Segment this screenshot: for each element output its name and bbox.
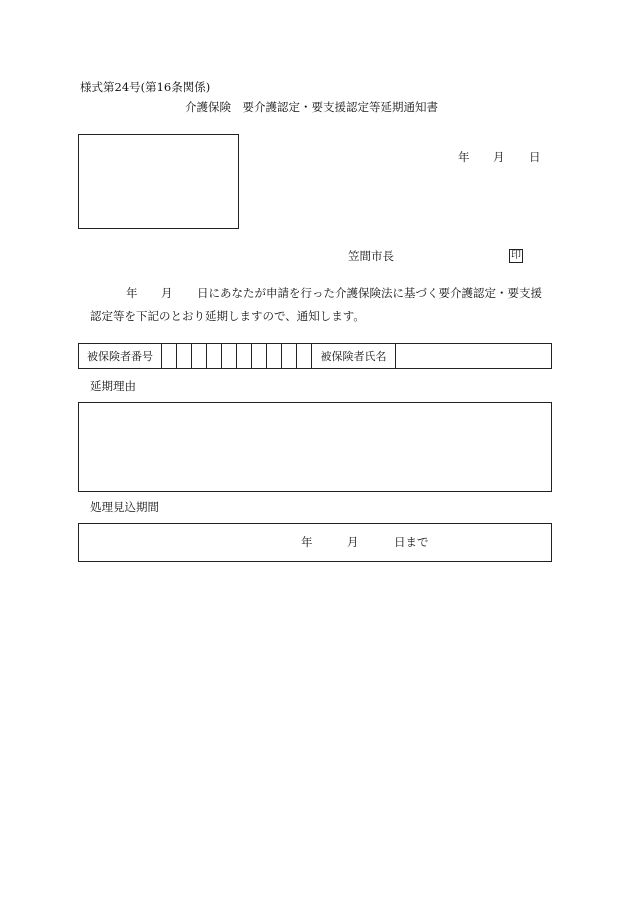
- insured-name-field[interactable]: [396, 344, 552, 369]
- insured-number-digit-cell[interactable]: [207, 344, 222, 369]
- insured-number-digit-cell[interactable]: [162, 344, 177, 369]
- expected-period-label: 処理見込期間: [90, 500, 159, 514]
- period-year-label: 年: [301, 535, 313, 549]
- document-title: 介護保険 要介護認定・要支援認定等延期通知書: [185, 100, 438, 114]
- insured-number-digit-cell[interactable]: [282, 344, 297, 369]
- seal-stamp: 印: [511, 250, 521, 261]
- insured-info-table: [78, 343, 552, 369]
- issuer-name: 笠間市長: [348, 249, 394, 263]
- insured-number-label: 被保険者番号: [79, 344, 162, 369]
- address-box: [78, 134, 239, 229]
- body-month-label: 月: [161, 286, 173, 300]
- date-year-label: 年: [458, 150, 470, 164]
- insured-number-digit-cell[interactable]: [237, 344, 252, 369]
- delay-reason-label: 延期理由: [90, 379, 136, 393]
- insured-number-digit-cell[interactable]: [177, 344, 192, 369]
- insured-number-digit-cell[interactable]: [222, 344, 237, 369]
- period-until-label: 日まで: [394, 535, 429, 549]
- body-year-label: 年: [126, 286, 138, 300]
- insured-number-digit-cell[interactable]: [252, 344, 267, 369]
- period-month-label: 月: [347, 535, 359, 549]
- date-month-label: 月: [493, 150, 505, 164]
- form-number: 様式第24号(第16条関係): [80, 80, 211, 94]
- body-text-line2: 認定等を下記のとおり延期しますので、通知します。: [90, 309, 365, 323]
- insured-number-digit-cell[interactable]: [192, 344, 207, 369]
- insured-number-digit-cell[interactable]: [297, 344, 312, 369]
- body-text-line1: 日にあなたが申請を行った介護保険法に基づく要介護認定・要支援: [197, 286, 542, 300]
- insured-name-label: 被保険者氏名: [312, 344, 396, 369]
- date-day-label: 日: [529, 150, 541, 164]
- insured-number-digit-cell[interactable]: [267, 344, 282, 369]
- expected-period-box[interactable]: [78, 523, 552, 562]
- delay-reason-box[interactable]: [78, 402, 552, 492]
